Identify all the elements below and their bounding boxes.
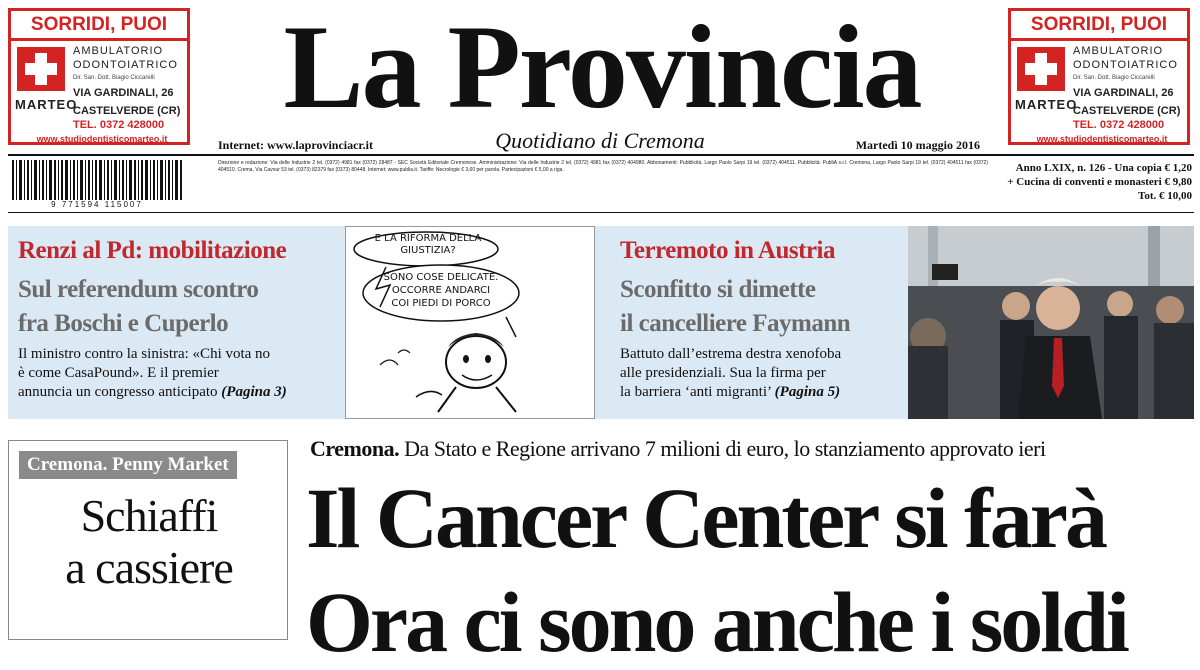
red-cross-logo-icon bbox=[17, 47, 65, 91]
ad-line: CASTELVERDE (CR) bbox=[73, 105, 181, 117]
ad-line: AMBULATORIO bbox=[1073, 45, 1164, 57]
teaser-right-sub[interactable]: il cancelliere Faymann bbox=[620, 310, 851, 337]
ad-line: AMBULATORIO bbox=[73, 45, 164, 57]
teaser-left-body: è come CasaPound». E il premier bbox=[18, 365, 219, 381]
teaser-left-sub[interactable]: fra Boschi e Cuperlo bbox=[18, 310, 229, 337]
teaser-right-head[interactable]: Terremoto in Austria bbox=[620, 237, 835, 264]
ad-site: www.studiodentisticomarteo.it bbox=[36, 134, 168, 144]
cartoon-bubble-1 bbox=[368, 233, 488, 257]
cartoon-text: SONO COSE DELICATE. bbox=[383, 272, 499, 283]
ad-line: VIA GARDINALI, 26 bbox=[1073, 87, 1174, 99]
cartoon-text: COI PIEDI DI PORCO bbox=[391, 298, 491, 309]
issue-date: Martedì 10 maggio 2016 bbox=[855, 138, 980, 152]
ad-line: Dir. San. Dott. Biagio Ciccarelli bbox=[73, 75, 155, 81]
ad-site: www.studiodentisticomarteo.it bbox=[1036, 134, 1168, 144]
cartoon-text: E LA RIFORMA DELLA bbox=[374, 233, 482, 244]
teaser-left-head[interactable]: Renzi al Pd: mobilitazione bbox=[18, 237, 287, 264]
ad-line: ODONTOIATRICO bbox=[1073, 59, 1178, 71]
price-line: Tot. € 10,00 bbox=[1138, 190, 1192, 202]
internet-address: Internet: www.laprovinciacr.it bbox=[218, 138, 373, 152]
masthead-subtitle: Quotidiano di Cremona bbox=[495, 128, 705, 153]
teaser-left-sub[interactable]: Sul referendum scontro bbox=[18, 276, 259, 303]
cartoon-text: OCCORRE ANDARCI bbox=[391, 285, 491, 296]
side-story[interactable] bbox=[8, 440, 288, 640]
barcode-number: 9 771594 115007 bbox=[51, 200, 143, 209]
teaser-left-body: annuncia un congresso anticipato bbox=[18, 384, 218, 400]
divider bbox=[8, 154, 1194, 156]
side-story-headline: Schiaffi bbox=[80, 490, 218, 541]
teaser-right-sub[interactable]: Sconfitto si dimette bbox=[620, 276, 816, 303]
teaser-right-body: la barriera ‘anti migranti’ bbox=[620, 384, 771, 400]
teaser-right-body-last bbox=[620, 383, 840, 401]
main-kicker bbox=[310, 436, 1200, 462]
ad-brand: MARTEO bbox=[15, 97, 78, 112]
news-photo[interactable] bbox=[908, 226, 1194, 419]
price-line: + Cucina di conventi e monasteri € 9,80 bbox=[1007, 176, 1192, 188]
kicker-text: Da Stato e Regione arrivano 7 milioni di euro, lo stanziamento approvato ieri bbox=[399, 436, 1046, 461]
cartoon bbox=[345, 226, 595, 419]
ad-line: VIA GARDINALI, 26 bbox=[73, 87, 174, 99]
news-photo-image-icon bbox=[908, 226, 1194, 419]
price-line: Anno LXIX, n. 126 - Una copia € 1,20 bbox=[1015, 162, 1192, 174]
main-headline[interactable]: Ora ci sono anche i soldi bbox=[306, 574, 1127, 670]
cartoon-text: GIUSTIZIA? bbox=[400, 245, 456, 256]
ad-phone: TEL. 0372 428000 bbox=[73, 119, 165, 131]
divider bbox=[8, 212, 1194, 213]
ad-box-right[interactable] bbox=[1008, 8, 1190, 145]
page-ref[interactable]: (Pagina 3) bbox=[221, 384, 287, 400]
ad-line: ODONTOIATRICO bbox=[73, 59, 178, 71]
teaser-left-body-last bbox=[18, 383, 287, 401]
ad-title: SORRIDI, PUOI bbox=[1011, 11, 1187, 41]
main-headline[interactable]: Il Cancer Center si farà bbox=[306, 470, 1105, 566]
kicker-location: Cremona. bbox=[310, 436, 400, 461]
ad-line: Dir. San. Dott. Biagio Ciccarelli bbox=[1073, 75, 1155, 81]
red-cross-logo-icon bbox=[1017, 47, 1065, 91]
teaser-left-body: Il ministro contro la sinistra: «Chi vota no bbox=[18, 346, 271, 362]
side-story-tag: Cremona. Penny Market bbox=[19, 451, 237, 479]
barcode-icon bbox=[8, 158, 186, 202]
side-story-headline: a cassiere bbox=[65, 542, 233, 593]
page-ref[interactable]: (Pagina 5) bbox=[774, 384, 841, 400]
ad-brand: MARTEO bbox=[1015, 97, 1078, 112]
ad-title: SORRIDI, PUOI bbox=[11, 11, 187, 41]
teaser-right-body: Battuto dall’estrema destra xenofoba bbox=[620, 346, 842, 362]
cartoon-bubble-2 bbox=[376, 271, 506, 310]
ad-box-left[interactable] bbox=[8, 8, 190, 145]
legal-text: Direzione e redazione: Via delle Industrie 2 tel. (0372) 4981 fax (0372) 28487 - SEC Società Editoriale Cremonese. Amministrazione: Via delle Industrie 2 tel. (0372) 4981 fax (0372) 404980. Abbonamenti: Pubblicità, Largo Paolo Sarpi 19 tel. (0372) 404511. Pubblicità: PubliA s.r.l. Cremona, Largo Paolo Sarpi 19 tel. (0372) 404511 fax (0372) 404510. Crema, Via Cavour 53 tel. (0373) 82379 fax (0373) 80448. Internet: www.publia.it. Tariffe: Necrologie € 3,60 per parola. Partecipazioni € 5,00 a riga. bbox=[218, 160, 988, 173]
ad-phone: TEL. 0372 428000 bbox=[1073, 119, 1165, 131]
ad-line: CASTELVERDE (CR) bbox=[1073, 105, 1181, 117]
teaser-right-body: alle presidenziali. Sua la firma per bbox=[620, 365, 826, 381]
masthead-title: La Provincia bbox=[283, 0, 921, 133]
